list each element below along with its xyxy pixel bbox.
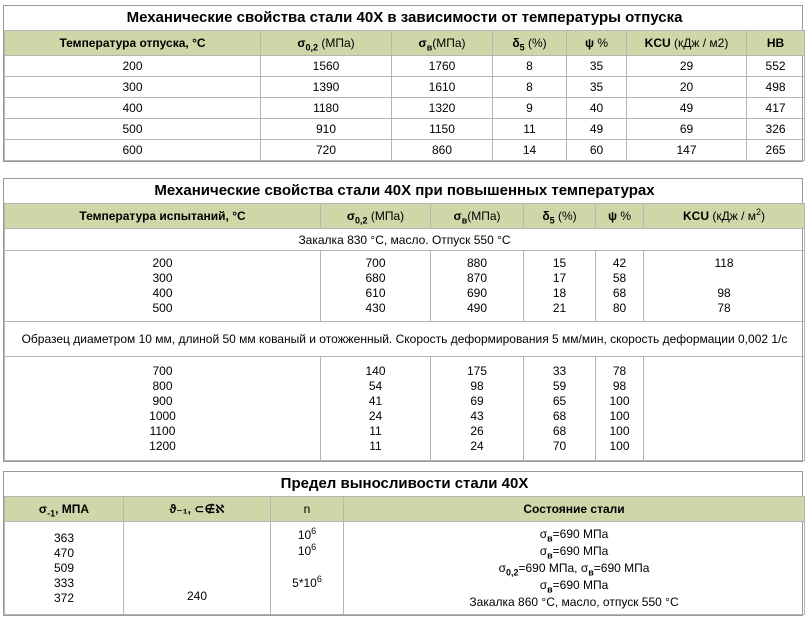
table-row — [5, 119, 805, 140]
cell-line: 880 — [466, 256, 488, 270]
column-header-elongation: $\delta_5$ (%) — [524, 204, 596, 229]
table-cell: 498 — [747, 77, 805, 98]
cell-line: 140 — [365, 363, 386, 378]
cell-line: 100 — [609, 408, 630, 423]
table-cell: 600 — [5, 140, 261, 161]
table-cell: 9 — [493, 98, 567, 119]
cell-line: 400 — [152, 286, 173, 300]
cell-group1-tensile — [431, 251, 524, 322]
cell-tau-value: 240 — [124, 522, 271, 615]
table-cell: 552 — [747, 56, 805, 77]
cell-group2-yield — [321, 357, 431, 461]
column-header-n: n — [271, 497, 344, 522]
cell-sigma-values — [5, 522, 124, 615]
table-cell: 8 — [493, 77, 567, 98]
table-elevated-temperature — [3, 178, 803, 462]
cell-line: 41 — [368, 393, 383, 408]
cell-line: 100 — [609, 423, 630, 438]
table-cell: 417 — [747, 98, 805, 119]
table-cell: 35 — [567, 77, 627, 98]
table-cell: 35 — [567, 56, 627, 77]
cell-line: 69 — [470, 393, 484, 408]
table-cell: 14 — [493, 140, 567, 161]
cell-line: 70 — [552, 438, 567, 453]
cell-line: 509 — [53, 560, 75, 575]
column-header-hb: HB — [747, 31, 805, 56]
cell-line: 470 — [53, 545, 75, 560]
column-header-reduction: ψ % — [567, 31, 627, 56]
column-header-kcu: KCU (кДж / м2) — [627, 31, 747, 56]
cell-line: 98 — [717, 286, 731, 300]
table-cell: 11 — [493, 119, 567, 140]
table-cell: 8 — [493, 56, 567, 77]
cell-line: 78 — [717, 301, 731, 315]
cell-line: $\sigma_в=690$ МПа — [539, 577, 609, 594]
cell-line: 68 — [552, 423, 567, 438]
cell-line: 26 — [470, 423, 484, 438]
table-cell: 49 — [567, 119, 627, 140]
table-row — [5, 140, 805, 161]
cell-group2-tensile — [431, 357, 524, 461]
column-header-state: Состояние стали — [344, 497, 805, 522]
cell-line: $\sigma_{0,2}=690$ МПа, $\sigma_в=690$ МПа — [498, 560, 650, 577]
cell-line: 78 — [612, 363, 627, 378]
table-title: Механические свойства стали 40Х при повышенных температурах — [5, 179, 805, 204]
cell-line: $\sigma_в=690$ МПа — [539, 543, 609, 560]
cell-group1-kcu — [644, 251, 805, 322]
cell-line: 900 — [152, 393, 173, 408]
table-cell: 300 — [5, 77, 261, 98]
cell-line — [644, 271, 804, 286]
cell-line: 11 — [369, 438, 382, 453]
cell-line: 1200 — [149, 438, 176, 453]
cell-group1-elongation — [524, 251, 596, 322]
table-cell: 1180 — [261, 98, 392, 119]
cell-line: 300 — [152, 271, 173, 285]
column-header-temperature: Температура отпуска, °С — [5, 31, 261, 56]
column-header-kcu: KCU $(кДж / м^2)$ — [644, 204, 805, 229]
table-cell: 20 — [627, 77, 747, 98]
cell-line — [271, 560, 343, 576]
cell-line: Закалка 860 °С, масло, отпуск 550 °С — [469, 594, 679, 609]
table-cell: 1560 — [261, 56, 392, 77]
table-endurance-limit — [3, 471, 803, 616]
cell-line: $5*10^6$ — [292, 574, 322, 590]
cell-line: 33 — [552, 363, 567, 378]
column-header-elongation: $\delta_5$ (%) — [493, 31, 567, 56]
cell-line: 610 — [365, 286, 386, 300]
cell-line: 118 — [714, 256, 734, 270]
table-cell: 60 — [567, 140, 627, 161]
cell-group2-temperature — [5, 357, 321, 461]
cell-line: 363 — [53, 530, 75, 545]
cell-group1-yield — [321, 251, 431, 322]
cell-line: 100 — [609, 438, 630, 453]
cell-line: 59 — [552, 378, 567, 393]
table-cell: 910 — [261, 119, 392, 140]
column-header-yield-strength: $\sigma_{0,2}$ (МПа) — [321, 204, 431, 229]
cell-group2-elongation — [524, 357, 596, 461]
cell-n-values — [271, 522, 344, 615]
cell-line: 98 — [470, 378, 484, 393]
cell-line: 333 — [53, 575, 75, 590]
cell-line: $10^6$ — [297, 526, 317, 542]
table-tempering — [3, 5, 803, 162]
cell-group1-temperature — [5, 251, 321, 322]
cell-group1-reduction — [596, 251, 644, 322]
cell-line: 870 — [466, 271, 488, 285]
cell-line: 17 — [552, 271, 567, 285]
table-cell: 860 — [392, 140, 493, 161]
table-cell: 1150 — [392, 119, 493, 140]
table-cell: 720 — [261, 140, 392, 161]
cell-line: 680 — [365, 271, 386, 285]
cell-line — [271, 592, 343, 608]
cell-line: $10^6$ — [297, 542, 317, 558]
table-cell: 29 — [627, 56, 747, 77]
table-cell: 1320 — [392, 98, 493, 119]
table-cell: 69 — [627, 119, 747, 140]
table-cell: 1390 — [261, 77, 392, 98]
column-header-yield-strength: $\sigma_{0,2}$ (МПа) — [261, 31, 392, 56]
cell-line: 68 — [612, 286, 627, 300]
cell-line: 24 — [368, 408, 383, 423]
table-cell: 200 — [5, 56, 261, 77]
cell-line: 200 — [152, 256, 173, 270]
cell-line: 80 — [612, 301, 627, 315]
cell-line: 100 — [609, 393, 630, 408]
table-cell: 40 — [567, 98, 627, 119]
table-row — [5, 56, 805, 77]
column-header-tau: ϑ₋₁, ⊂∉ℵ — [124, 497, 271, 522]
column-header-tensile-strength: $\sigma_в(МПа)$ — [431, 204, 524, 229]
cell-line: 1000 — [149, 408, 176, 423]
cell-line: $\sigma_в=690$ МПа — [539, 526, 609, 543]
table-row — [5, 98, 805, 119]
cell-state-values — [344, 522, 805, 615]
table-title: Механические свойства стали 40Х в зависимости от температуры отпуска — [5, 6, 805, 31]
cell-line: 21 — [552, 301, 567, 315]
cell-line: 15 — [552, 256, 567, 270]
cell-line: 372 — [53, 590, 75, 605]
column-header-tensile-strength: $\sigma_в(МПа)$ — [392, 31, 493, 56]
cell-line: 54 — [368, 378, 383, 393]
cell-line: 65 — [552, 393, 567, 408]
cell-line: 690 — [466, 286, 488, 300]
column-header-sigma: $\sigma_{-1}$, МПА — [5, 497, 124, 522]
cell-line: 430 — [365, 301, 386, 315]
table-cell: 1760 — [392, 56, 493, 77]
cell-line: 700 — [152, 363, 173, 378]
cell-line: 800 — [152, 378, 173, 393]
table-cell: 265 — [747, 140, 805, 161]
column-header-reduction: ψ % — [596, 204, 644, 229]
cell-line: 18 — [552, 286, 567, 300]
cell-line: 98 — [612, 378, 627, 393]
cell-line: 175 — [466, 363, 488, 378]
table-cell: 326 — [747, 119, 805, 140]
cell-group2-reduction — [596, 357, 644, 461]
table-cell: 1610 — [392, 77, 493, 98]
cell-line: 43 — [470, 408, 484, 423]
cell-line: 42 — [612, 256, 627, 270]
table-cell: 49 — [627, 98, 747, 119]
cell-line: 68 — [552, 408, 567, 423]
cell-line: 11 — [369, 423, 382, 438]
heat-treatment-note: Закалка 830 °С, масло. Отпуск 550 °С — [5, 229, 805, 251]
table-row — [5, 77, 805, 98]
cell-line: 700 — [365, 256, 386, 270]
specimen-note: Образец диаметром 10 мм, длиной 50 мм кованый и отожженный. Скорость деформирования 5 мм/мин, скорость деформации 0,002 1/с — [5, 322, 805, 357]
table-cell: 500 — [5, 119, 261, 140]
table-title: Предел выносливости стали 40Х — [5, 472, 805, 497]
column-header-temperature: Температура испытаний, °С — [5, 204, 321, 229]
cell-line: 24 — [470, 438, 484, 453]
cell-line: 58 — [612, 271, 627, 285]
cell-line: 1100 — [149, 423, 176, 438]
cell-line: 500 — [152, 301, 173, 315]
table-cell: 147 — [627, 140, 747, 161]
table-cell: 400 — [5, 98, 261, 119]
cell-group2-kcu — [644, 357, 805, 461]
cell-line: 490 — [466, 301, 488, 315]
